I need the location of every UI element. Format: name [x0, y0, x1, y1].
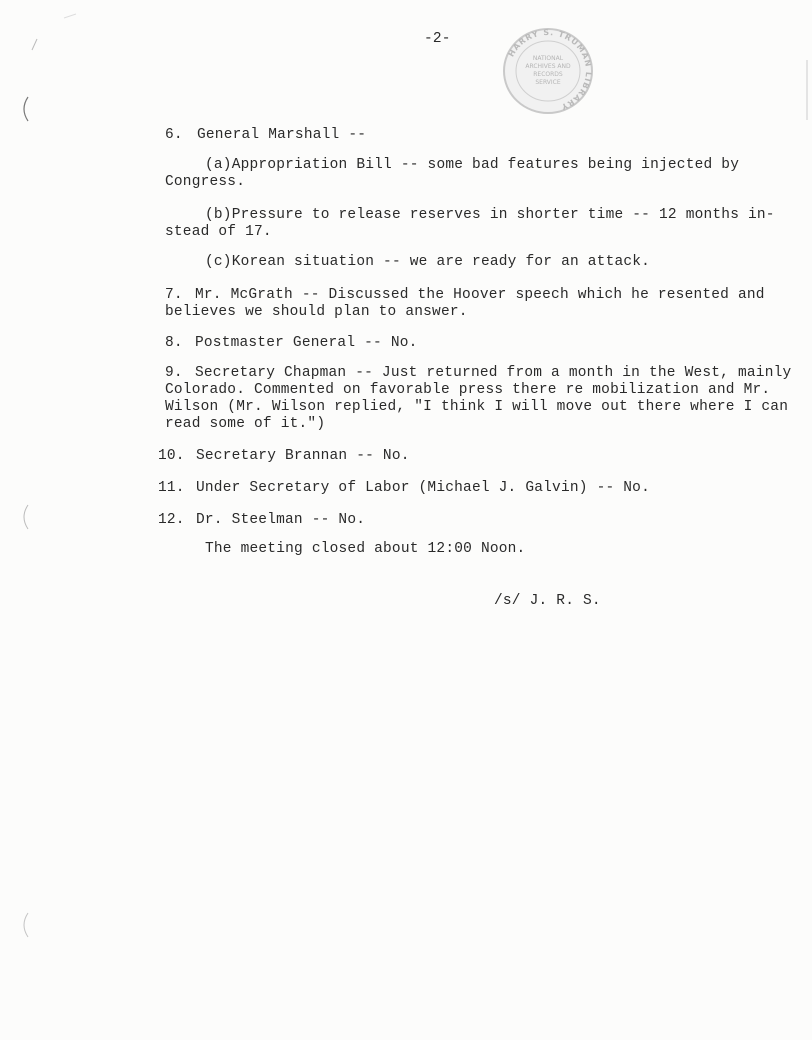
item-text-line: Secretary Chapman -- Just returned from a month in the West, mainly [195, 365, 792, 381]
item-text-line: General Marshall -- [197, 127, 367, 143]
sub-item-a [165, 157, 740, 191]
item-number: 6. [165, 127, 183, 143]
item-number: 7. [165, 287, 183, 303]
item-number: 9. [165, 365, 183, 381]
item-text-line: Pressure to release reserves in shorter time -- 12 months in- [231, 207, 775, 223]
sub-item-c [165, 254, 725, 271]
pencil-mark-icon [30, 36, 40, 52]
agenda-item-9 [165, 365, 792, 433]
stamp-line: RECORDS [533, 71, 563, 78]
sub-item-b [165, 207, 775, 241]
punch-hole-mark-icon [18, 504, 30, 530]
stamp-ring-text: HARRY S. TRUMAN LIBRARY [506, 27, 594, 112]
agenda-item-7 [165, 287, 765, 321]
item-text-line: Mr. McGrath -- Discussed the Hoover speech which he resented and [195, 287, 765, 303]
pencil-mark-icon [62, 12, 78, 20]
item-text-line: stead of 17. [165, 224, 272, 240]
agenda-item-12 [158, 512, 758, 529]
page-edge-shadow [803, 60, 811, 120]
item-text-line: Congress. [165, 174, 246, 190]
stamp-line: NATIONAL [532, 55, 564, 62]
item-number: (c) [205, 254, 232, 270]
item-number: (b) [205, 207, 232, 223]
agenda-item-10 [158, 448, 758, 465]
item-number: 10. [158, 448, 185, 464]
closing-line: The meeting closed about 12:00 Noon. [205, 541, 526, 557]
item-number: (a) [205, 157, 232, 173]
stamp-line: SERVICE [535, 79, 561, 86]
item-text-line: Wilson (Mr. Wilson replied, "I think I will move out there where I can [165, 399, 789, 415]
item-text-line: believes we should plan to answer. [165, 304, 468, 320]
item-text-line: Dr. Steelman -- No. [196, 512, 366, 528]
item-text-line: Colorado. Commented on favorable press there re mobilization and Mr. [165, 382, 771, 398]
punch-hole-mark-icon [18, 912, 30, 938]
agenda-item-6 [165, 127, 765, 144]
agenda-item-8 [165, 335, 765, 352]
signature: /s/ J. R. S. [494, 593, 601, 609]
item-number: 12. [158, 512, 185, 528]
item-number: 8. [165, 335, 183, 351]
stamp-line: ARCHIVES AND [525, 63, 571, 70]
item-text-line: Appropriation Bill -- some bad features being injected by [231, 157, 740, 173]
archives-stamp-icon [500, 26, 596, 116]
agenda-item-11 [158, 480, 758, 497]
item-text-line: Under Secretary of Labor (Michael J. Galvin) -- No. [196, 480, 650, 496]
item-text-line: Secretary Brannan -- No. [196, 448, 410, 464]
punch-hole-mark-icon [18, 96, 30, 122]
item-text-line: Korean situation -- we are ready for an attack. [231, 254, 651, 270]
item-text-line: read some of it.") [165, 416, 326, 432]
item-text-line: Postmaster General -- No. [195, 335, 418, 351]
page-number: -2- [424, 31, 451, 47]
item-number: 11. [158, 480, 185, 496]
